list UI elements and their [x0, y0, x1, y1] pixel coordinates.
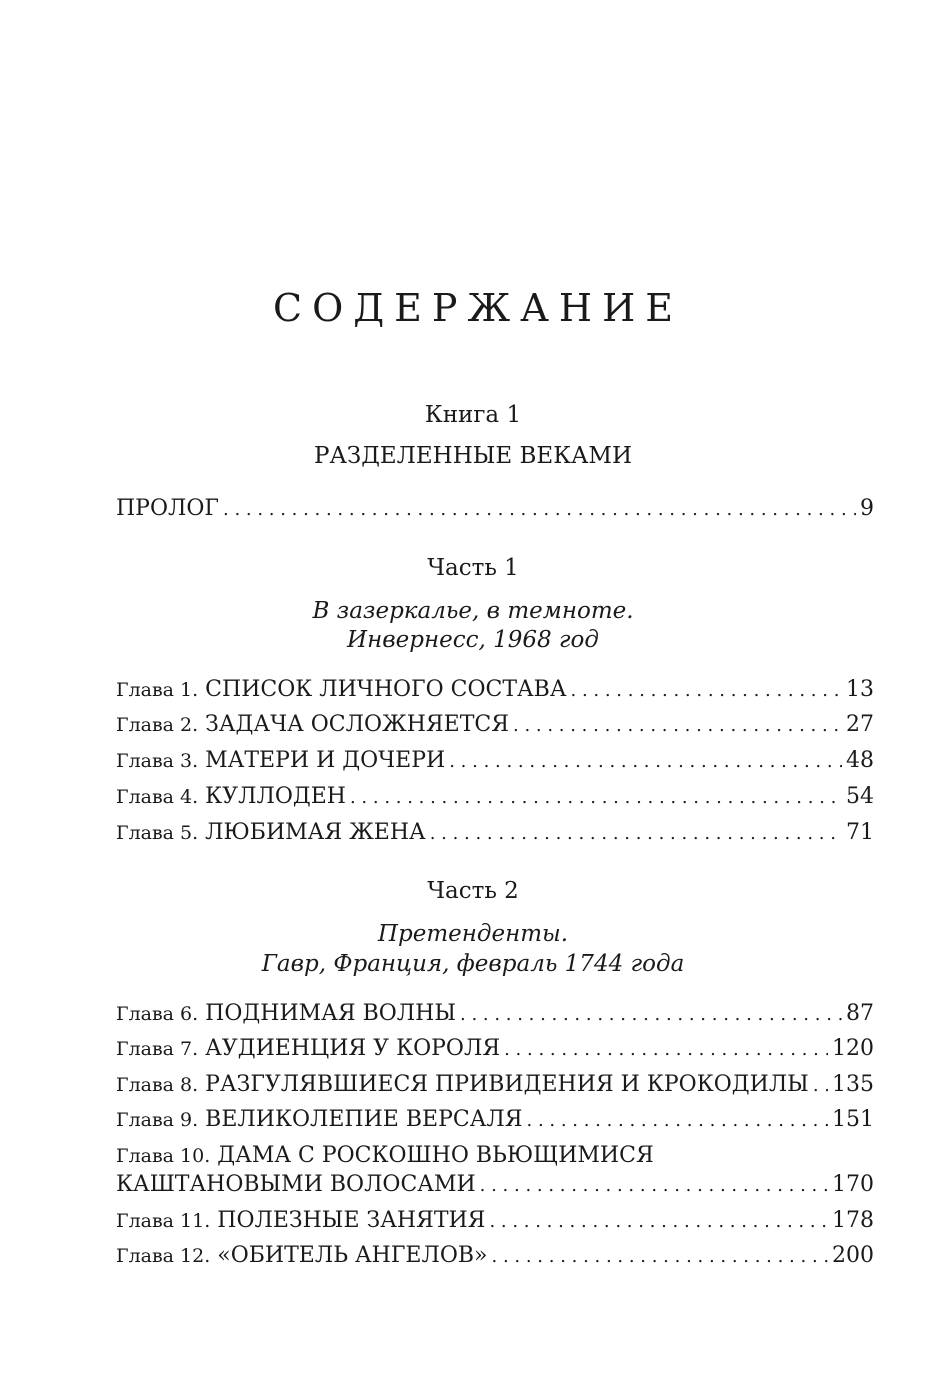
part1-label: Часть 1 — [427, 555, 519, 581]
chapter-page: 71 — [846, 820, 874, 845]
chapter-prefix: Глава 7. — [116, 1038, 199, 1060]
dot-leader — [504, 1035, 828, 1065]
dot-leader — [489, 1207, 828, 1237]
toc-entry-chapter-1[interactable] — [116, 675, 874, 706]
chapter-title: СПИСОК ЛИЧНОГО СОСТАВА — [205, 677, 567, 702]
chapter-prefix: Глава 6. — [116, 1003, 199, 1025]
chapter-title: ДАМА С РОСКОШНО ВЬЮЩИМИСЯ — [217, 1143, 654, 1168]
chapter-page: 54 — [846, 784, 874, 809]
book-label: Книга 1 — [424, 402, 522, 428]
toc-entry-chapter-11[interactable] — [116, 1206, 874, 1237]
part2-subtitle-line2: Гавр, Франция, февраль 1744 года — [261, 951, 685, 977]
chapter-page: 170 — [832, 1172, 874, 1197]
part2-subtitle-line1: Претенденты. — [377, 921, 569, 947]
chapter-page: 27 — [846, 712, 874, 737]
chapter-page: 120 — [832, 1036, 874, 1061]
dot-leader — [350, 783, 842, 813]
part1-subtitle-line2: Инвернесс, 1968 год — [347, 627, 599, 653]
dot-leader — [513, 711, 842, 741]
chapter-prefix: Глава 5. — [116, 822, 199, 844]
part2-label: Часть 2 — [427, 878, 519, 904]
dot-leader — [480, 1171, 828, 1201]
toc-entry-chapter-10-line1[interactable] — [116, 1141, 654, 1171]
toc-entry-chapter-6[interactable] — [116, 999, 874, 1030]
chapter-title-line2: КАШТАНОВЫМИ ВОЛОСАМИ — [116, 1172, 476, 1197]
toc-entry-chapter-10[interactable] — [116, 1170, 874, 1201]
chapter-prefix: Глава 2. — [116, 714, 199, 736]
dot-leader — [571, 676, 843, 706]
toc-entry-chapter-9[interactable] — [116, 1105, 874, 1136]
entry-page: 9 — [860, 496, 874, 521]
chapter-title: АУДИЕНЦИЯ У КОРОЛЯ — [205, 1036, 501, 1061]
chapter-prefix: Глава 8. — [116, 1074, 199, 1096]
dot-leader — [460, 1000, 842, 1030]
dot-leader — [813, 1071, 828, 1101]
chapter-title: ЗАДАЧА ОСЛОЖНЯЕТСЯ — [205, 712, 510, 737]
toc-entry-chapter-4[interactable] — [116, 782, 874, 813]
toc-entry-chapter-7[interactable] — [116, 1034, 874, 1065]
dot-leader — [527, 1106, 829, 1136]
chapter-prefix: Глава 11. — [116, 1210, 211, 1232]
chapter-prefix: Глава 4. — [116, 786, 199, 808]
chapter-prefix: Глава 1. — [116, 679, 199, 701]
entry-title: ПРОЛОГ — [116, 496, 219, 521]
chapter-page: 87 — [846, 1001, 874, 1026]
toc-entry-chapter-5[interactable] — [116, 818, 874, 849]
chapter-prefix: Глава 10. — [116, 1145, 211, 1167]
dot-leader — [223, 495, 856, 525]
chapter-page: 48 — [846, 748, 874, 773]
toc-entry-chapter-12[interactable] — [116, 1241, 874, 1272]
dot-leader — [492, 1242, 828, 1272]
book-name: РАЗДЕЛЕННЫЕ ВЕКАМИ — [313, 443, 633, 469]
chapter-title: РАЗГУЛЯВШИЕСЯ ПРИВИДЕНИЯ И КРОКОДИЛЫ — [205, 1072, 809, 1097]
chapter-prefix: Глава 12. — [116, 1245, 211, 1267]
part1-subtitle-line1: В зазеркалье, в темноте. — [312, 598, 634, 624]
chapter-title: МАТЕРИ И ДОЧЕРИ — [205, 748, 446, 773]
chapter-title: ВЕЛИКОЛЕПИЕ ВЕРСАЛЯ — [205, 1107, 523, 1132]
toc-entry-chapter-8[interactable] — [116, 1070, 874, 1101]
dot-leader — [430, 819, 842, 849]
chapter-title: ПОДНИМАЯ ВОЛНЫ — [205, 1001, 456, 1026]
chapter-page: 200 — [832, 1243, 874, 1268]
chapter-page: 135 — [832, 1072, 874, 1097]
chapter-title: КУЛЛОДЕН — [205, 784, 346, 809]
dot-leader — [449, 747, 842, 777]
chapter-title: «ОБИТЕЛЬ АНГЕЛОВ» — [217, 1243, 488, 1268]
chapter-prefix: Глава 3. — [116, 750, 199, 772]
toc-entry-chapter-3[interactable] — [116, 746, 874, 777]
toc-entry-prologue[interactable] — [116, 494, 874, 525]
chapter-page: 151 — [832, 1107, 874, 1132]
page-title: СОДЕРЖАНИЕ — [273, 286, 683, 330]
chapter-prefix: Глава 9. — [116, 1109, 199, 1131]
chapter-title: ЛЮБИМАЯ ЖЕНА — [205, 820, 426, 845]
toc-entry-chapter-2[interactable] — [116, 710, 874, 741]
chapter-title: ПОЛЕЗНЫЕ ЗАНЯТИЯ — [217, 1208, 486, 1233]
chapter-page: 13 — [846, 677, 874, 702]
chapter-page: 178 — [832, 1208, 874, 1233]
